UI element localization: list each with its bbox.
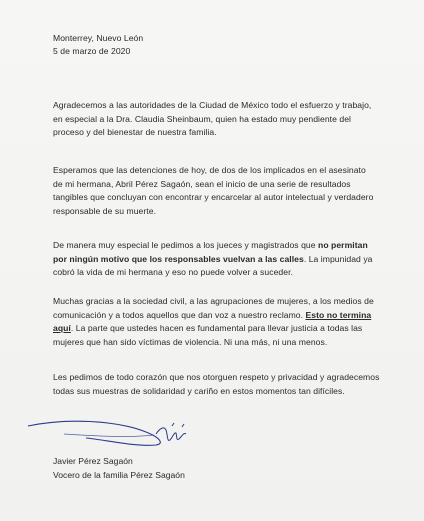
paragraph-thanks-society [53, 295, 374, 349]
bold-text: no permitan [318, 240, 368, 250]
text-line: en especial a la Dra. Claudia Sheinbaum, quien ha estado muy pendiente del [53, 113, 351, 124]
letter-place: Monterrey, Nuevo León [53, 33, 144, 43]
text-line [53, 309, 374, 323]
paragraph-judges [53, 239, 373, 280]
text-line: responsable de su muerte. [53, 205, 157, 216]
paragraph-arrests [53, 164, 373, 218]
text-line: Esperamos que las detenciones de hoy, de dos de los implicados en el asesinato [53, 165, 366, 175]
text-line [53, 322, 374, 336]
text-line [53, 253, 373, 267]
letter-date: 5 de marzo de 2020 [53, 46, 131, 56]
text-line: tangibles que concluyan con encontrar y encarcelar al autor intelectual y verdadero [53, 192, 374, 203]
text-line: Agradecemos a las autoridades de la Ciudad de México todo el esfuerzo y trabajo, [53, 100, 372, 110]
handwritten-signature [26, 414, 196, 454]
text-run: De manera muy especial le pedimos a los jueces y magistrados que [53, 240, 319, 250]
paragraph-privacy [53, 371, 379, 398]
underlined-bold-text: aquí [53, 323, 71, 334]
signer-name: Javier Pérez Sagaón [53, 456, 133, 466]
text-line: Muchas gracias a la sociedad civil, a las agrupaciones de mujeres, a los medios de [53, 296, 374, 306]
text-line: mujeres que han sido víctimas de violencia. Ni una más, ni una menos. [53, 336, 328, 347]
text-line: todas sus muestras de solidaridad y cariño en estos momentos tan difíciles. [53, 385, 345, 396]
signer-role: Vocero de la familia Pérez Sagaón [53, 469, 185, 480]
paragraph-thanks-authorities [53, 99, 371, 140]
text-line: proceso y del bienestar de nuestra familia. [53, 127, 217, 138]
bold-text: por ningún motivo que los responsables vuelvan a las calles [53, 253, 304, 264]
text-line [53, 239, 373, 253]
text-line: de mi hermana, Abril Pérez Sagaón, sean el inicio de una serie de resultados [53, 178, 351, 189]
letter-header [53, 32, 401, 58]
text-line: Les pedimos de todo corazón que nos otorguen respeto y privacidad y agradecemos [53, 372, 380, 382]
text-run: . La parte que ustedes hacen es fundamental para llevar justicia a todas las [70, 323, 363, 334]
signer-block [53, 455, 185, 482]
text-line: cobró la vida de mi hermana y eso no puede volver a suceder. [53, 267, 293, 278]
letter-body [53, 32, 401, 396]
text-run: comunicación y a todos aquellos que dan voz a nuestro reclamo. [53, 309, 306, 320]
text-run: . La impunidad ya [303, 253, 373, 264]
underlined-bold-text: Esto no termina [305, 309, 372, 320]
